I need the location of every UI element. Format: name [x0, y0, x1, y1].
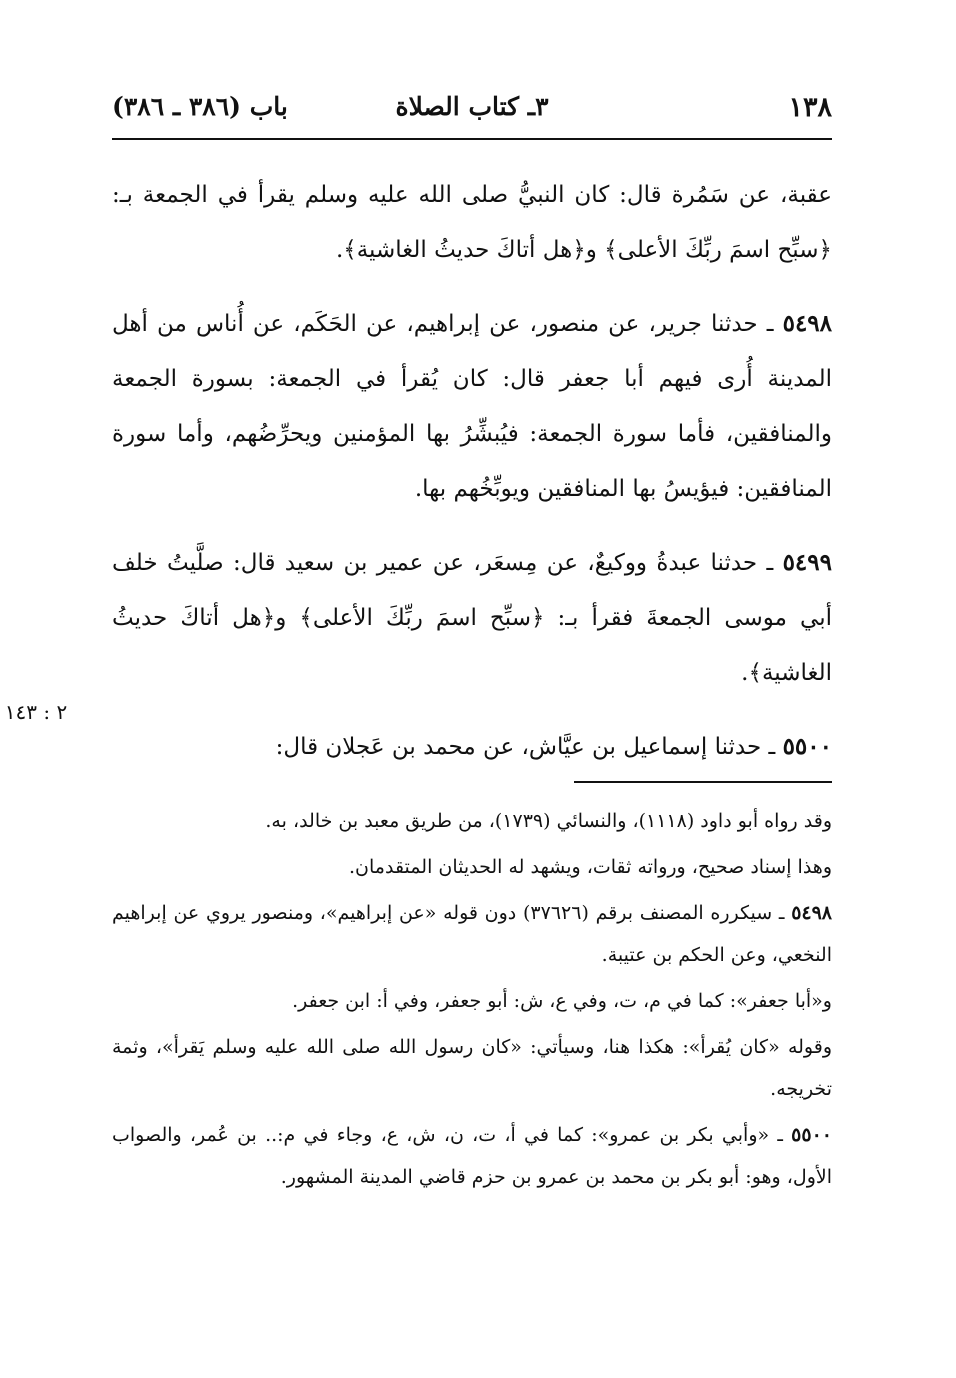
footnote-number: ٥٤٩٨ [791, 902, 833, 924]
footnote-text: وقد رواه أبو داود (١١١٨)، والنسائي (١٧٣٩)، من طريق معبد بن خالد، به. [265, 810, 832, 832]
book-title: ٣ـ كتاب الصلاة [395, 92, 549, 121]
hadith-paragraph [112, 719, 832, 775]
page-number: ١٣٨ [788, 92, 832, 123]
footnote [112, 1114, 832, 1198]
book-page [4, 0, 833, 1378]
footnote-text: وهذا إسناد صحيح، ورواته ثقات، ويشهد له الحديثان المتقدمان. [349, 856, 832, 878]
hadith-text: ـ حدثنا إسماعيل بن عيَّاش، عن محمد بن عَجلان قال: [275, 734, 776, 760]
footnote [112, 800, 832, 842]
margin-reference: ٢ : ١٤٣ [4, 700, 68, 724]
footnote-text: ـ سيكرره المصنف برقم (٣٧٦٢٦) دون قوله «عن إبراهيم»، ومنصور يروي عن إبراهيم النخعي، وعن الحكم بن عتيبة. [112, 902, 832, 966]
hadith-paragraph [112, 535, 832, 701]
hadith-paragraph [112, 296, 832, 517]
main-text [112, 168, 832, 793]
hadith-number: ٥٥٠٠ [782, 733, 832, 760]
footnote-number: ٥٥٠٠ [791, 1124, 832, 1146]
footnotes [112, 800, 832, 1202]
footnote-text: وقوله «كان يُقرأ»: هكذا هنا، وسيأتي: «كان رسول الله صلى الله عليه وسلم يَقرأ»، وثمة تخريجه. [112, 1036, 832, 1100]
footnote [112, 846, 832, 888]
hadith-number: ٥٤٩٩ [782, 549, 832, 576]
hadith-text: عقبة، عن سَمُرة قال: كان النبيُّ صلى الله عليه وسلم يقرأ في الجمعة بـ: ﴿سبِّح اسمَ ربِّكَ الأعلى﴾ و﴿هل أتاكَ حديثُ الغاشية﴾. [112, 182, 832, 263]
hadith-text: ـ حدثنا جرير، عن منصور، عن إبراهيم، عن الحَكَم، عن أُناس من أهل المدينة أُرى فيهم أبا جعفر قال: كان يُقرأ في الجمعة: بسورة الجمعة والمنافقين، فأما سورة الجمعة: فيُبشِّرُ بها المؤمنين ويحرِّضُهم، وأما سورة المنافقين: فيؤيسُ بها المنافقين ويوبِّخُهم بها. [112, 311, 832, 502]
hadith-number: ٥٤٩٨ [782, 310, 833, 337]
footnote-divider [574, 781, 832, 783]
hadith-paragraph [112, 168, 832, 278]
footnote [112, 892, 832, 976]
chapter-title: باب (٣٨٦ ـ ٣٨٦) [112, 92, 288, 121]
footnote-text: و«أبا جعفر»: كما في م، ت، وفي ع، ش: أبو جعفر، وفي أ: ابن جعفر. [292, 990, 832, 1012]
footnote [112, 1026, 832, 1110]
header-divider [112, 138, 832, 140]
footnote [112, 980, 832, 1022]
footnote-text: ـ «وأبي بكر بن عمرو»: كما في أ، ت، ن، ش، ع، وجاء في م:.. بن عُمر، والصواب الأول، وهو: أبو بكر بن محمد بن عمرو بن حزم قاضي المدينة المشهور. [112, 1124, 832, 1188]
hadith-text: ـ حدثنا عبدةُ ووكيعٌ، عن مِسعَر، عن عمير بن سعيد قال: صلَّيتُ خلف أبي موسى الجمعةَ فقرأ بـ: ﴿سبِّح اسمَ ربِّكَ الأعلى﴾ و﴿هل أتاكَ حديثُ الغاشية﴾. [112, 550, 832, 686]
running-header [112, 92, 832, 132]
